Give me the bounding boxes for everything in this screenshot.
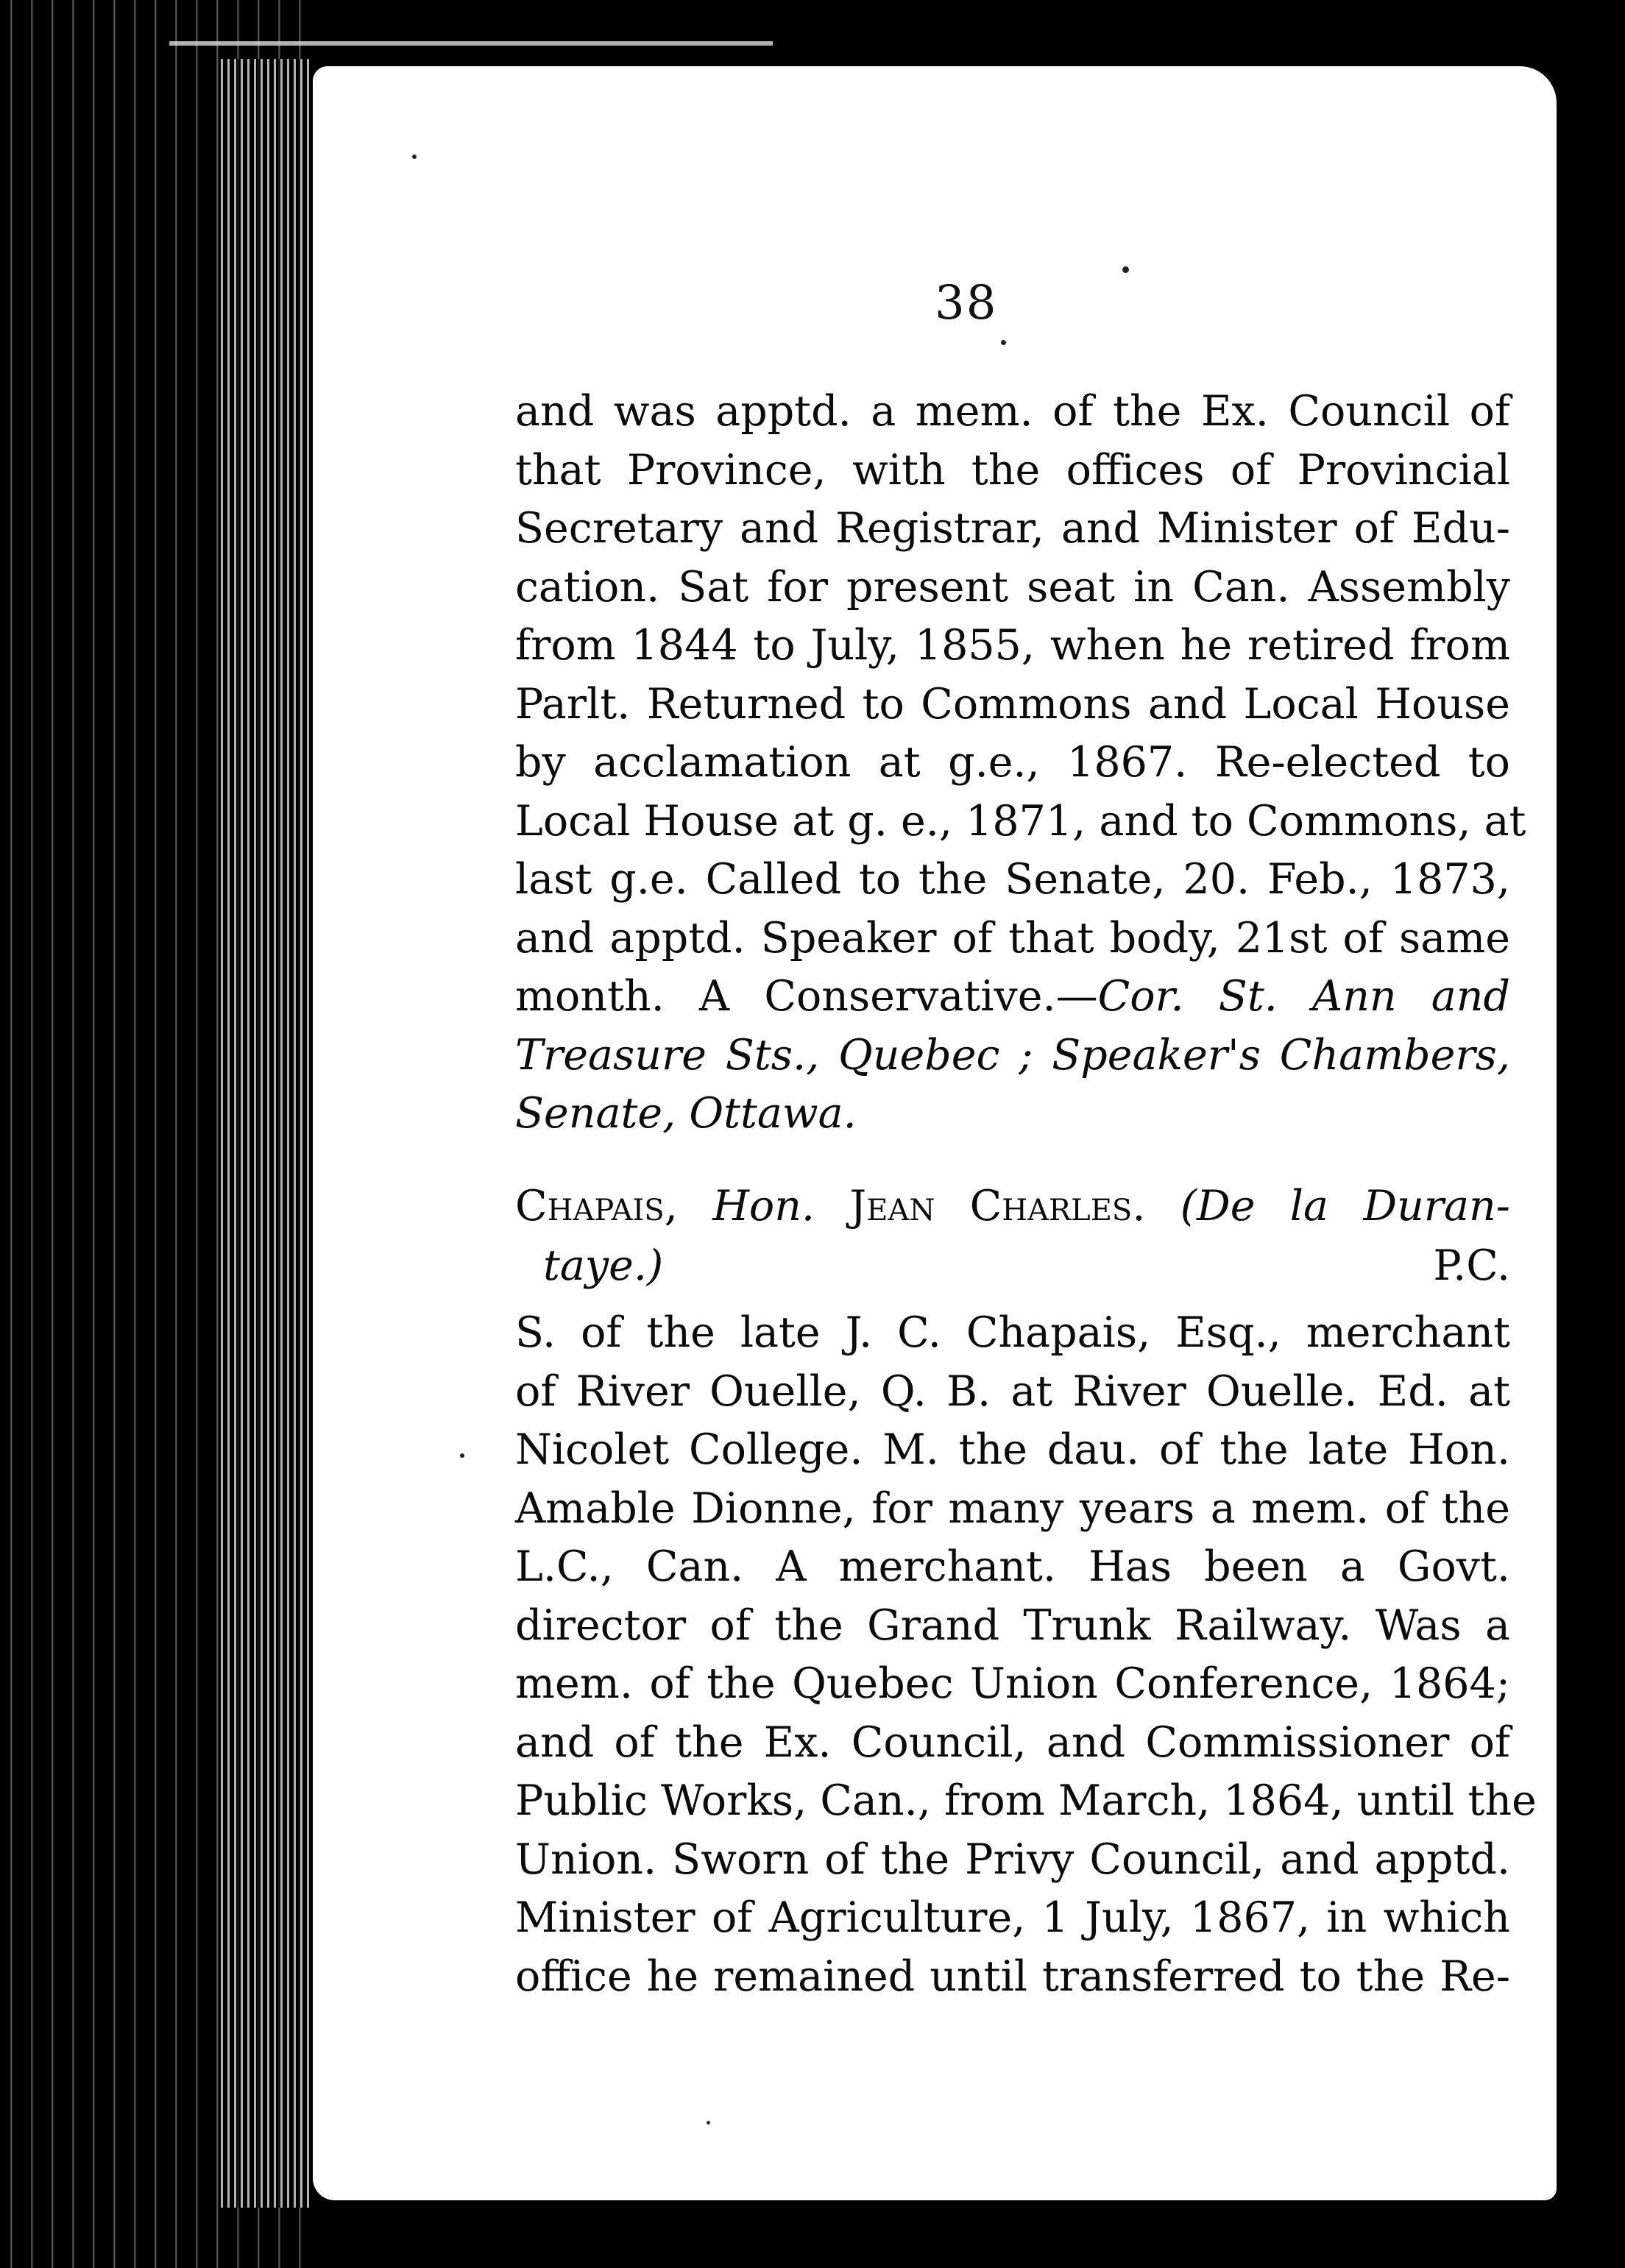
entry-heading-line-2: [515, 1236, 1510, 1295]
text-line: Union. Sworn of the Privy Council, and apptd.: [515, 1835, 1510, 1884]
text-line: Amable Dionne, for many years a mem. of the: [515, 1484, 1510, 1533]
entry-surname: Chapais,: [515, 1182, 678, 1230]
text-line: and of the Ex. Council, and Commissioner of: [515, 1718, 1510, 1767]
address-italic-line: Senate, Ottawa.: [515, 1089, 857, 1138]
entry-constituency-cont: taye.): [543, 1241, 664, 1290]
scan-speck: [1122, 266, 1129, 273]
entry-given-names: Jean Charles.: [849, 1182, 1146, 1230]
text-line: Parlt. Returned to Commons and Local House: [515, 679, 1510, 729]
scan-speck: [707, 2121, 710, 2125]
address-italic-line: Treasure Sts., Quebec ; Speaker's Chambers,: [515, 1030, 1510, 1080]
text-line: L.C., Can. A merchant. Has been a Govt.: [515, 1542, 1510, 1591]
text-line: Local House at g. e., 1871, and to Commons, at: [515, 796, 1526, 846]
scan-speck: [412, 155, 417, 159]
paragraph-biography: [515, 1304, 1537, 2006]
text-line: mem. of the Quebec Union Conference, 1864;: [515, 1659, 1510, 1708]
page-number: 38: [935, 276, 998, 330]
text-plain: month. A Conservative.—: [515, 972, 1098, 1021]
text-line: that Province, with the offices of Provincial: [515, 445, 1510, 495]
entry-constituency: (De la Duran-: [1180, 1182, 1510, 1230]
text-line: Secretary and Registrar, and Minister of Edu-: [515, 504, 1510, 553]
scan-top-rule: [169, 41, 773, 46]
text-line: Nicolet College. M. the dau. of the late Hon.: [515, 1425, 1510, 1474]
entry-heading-line: [515, 1177, 1510, 1236]
entry-designation: P.C.: [1433, 1241, 1510, 1290]
entry-title: Hon.: [712, 1182, 815, 1230]
entry-heading: [515, 1177, 1510, 1295]
address-italic: Cor. St. Ann and: [1097, 972, 1510, 1021]
book-spine-texture: [221, 59, 309, 2208]
text-line: and apptd. Speaker of that body, 21st of same: [515, 913, 1510, 963]
text-line-mixed: [515, 968, 1510, 1027]
scan-speck: [460, 1453, 464, 1458]
scan-speck: [1001, 340, 1006, 345]
text-line: from 1844 to July, 1855, when he retired from: [515, 621, 1510, 670]
text-line: cation. Sat for present seat in Can. Assembly: [515, 562, 1510, 612]
text-line: and was apptd. a mem. of the Ex. Council of: [515, 387, 1510, 436]
paragraph-continued: [515, 383, 1526, 1144]
text-line: director of the Grand Trunk Railway. Was a: [515, 1601, 1510, 1650]
text-line: Minister of Agriculture, 1 July, 1867, in which: [515, 1893, 1510, 1942]
text-line: Public Works, Can., from March, 1864, until the: [515, 1776, 1537, 1825]
text-line: last g.e. Called to the Senate, 20. Feb., 1873,: [515, 855, 1510, 904]
text-line: office he remained until transferred to the Re-: [515, 1952, 1510, 2001]
text-line: by acclamation at g.e., 1867. Re-elected to: [515, 738, 1510, 787]
text-line: of River Ouelle, Q. B. at River Ouelle. Ed. at: [515, 1367, 1510, 1416]
text-line: S. of the late J. C. Chapais, Esq., merchant: [515, 1308, 1510, 1357]
